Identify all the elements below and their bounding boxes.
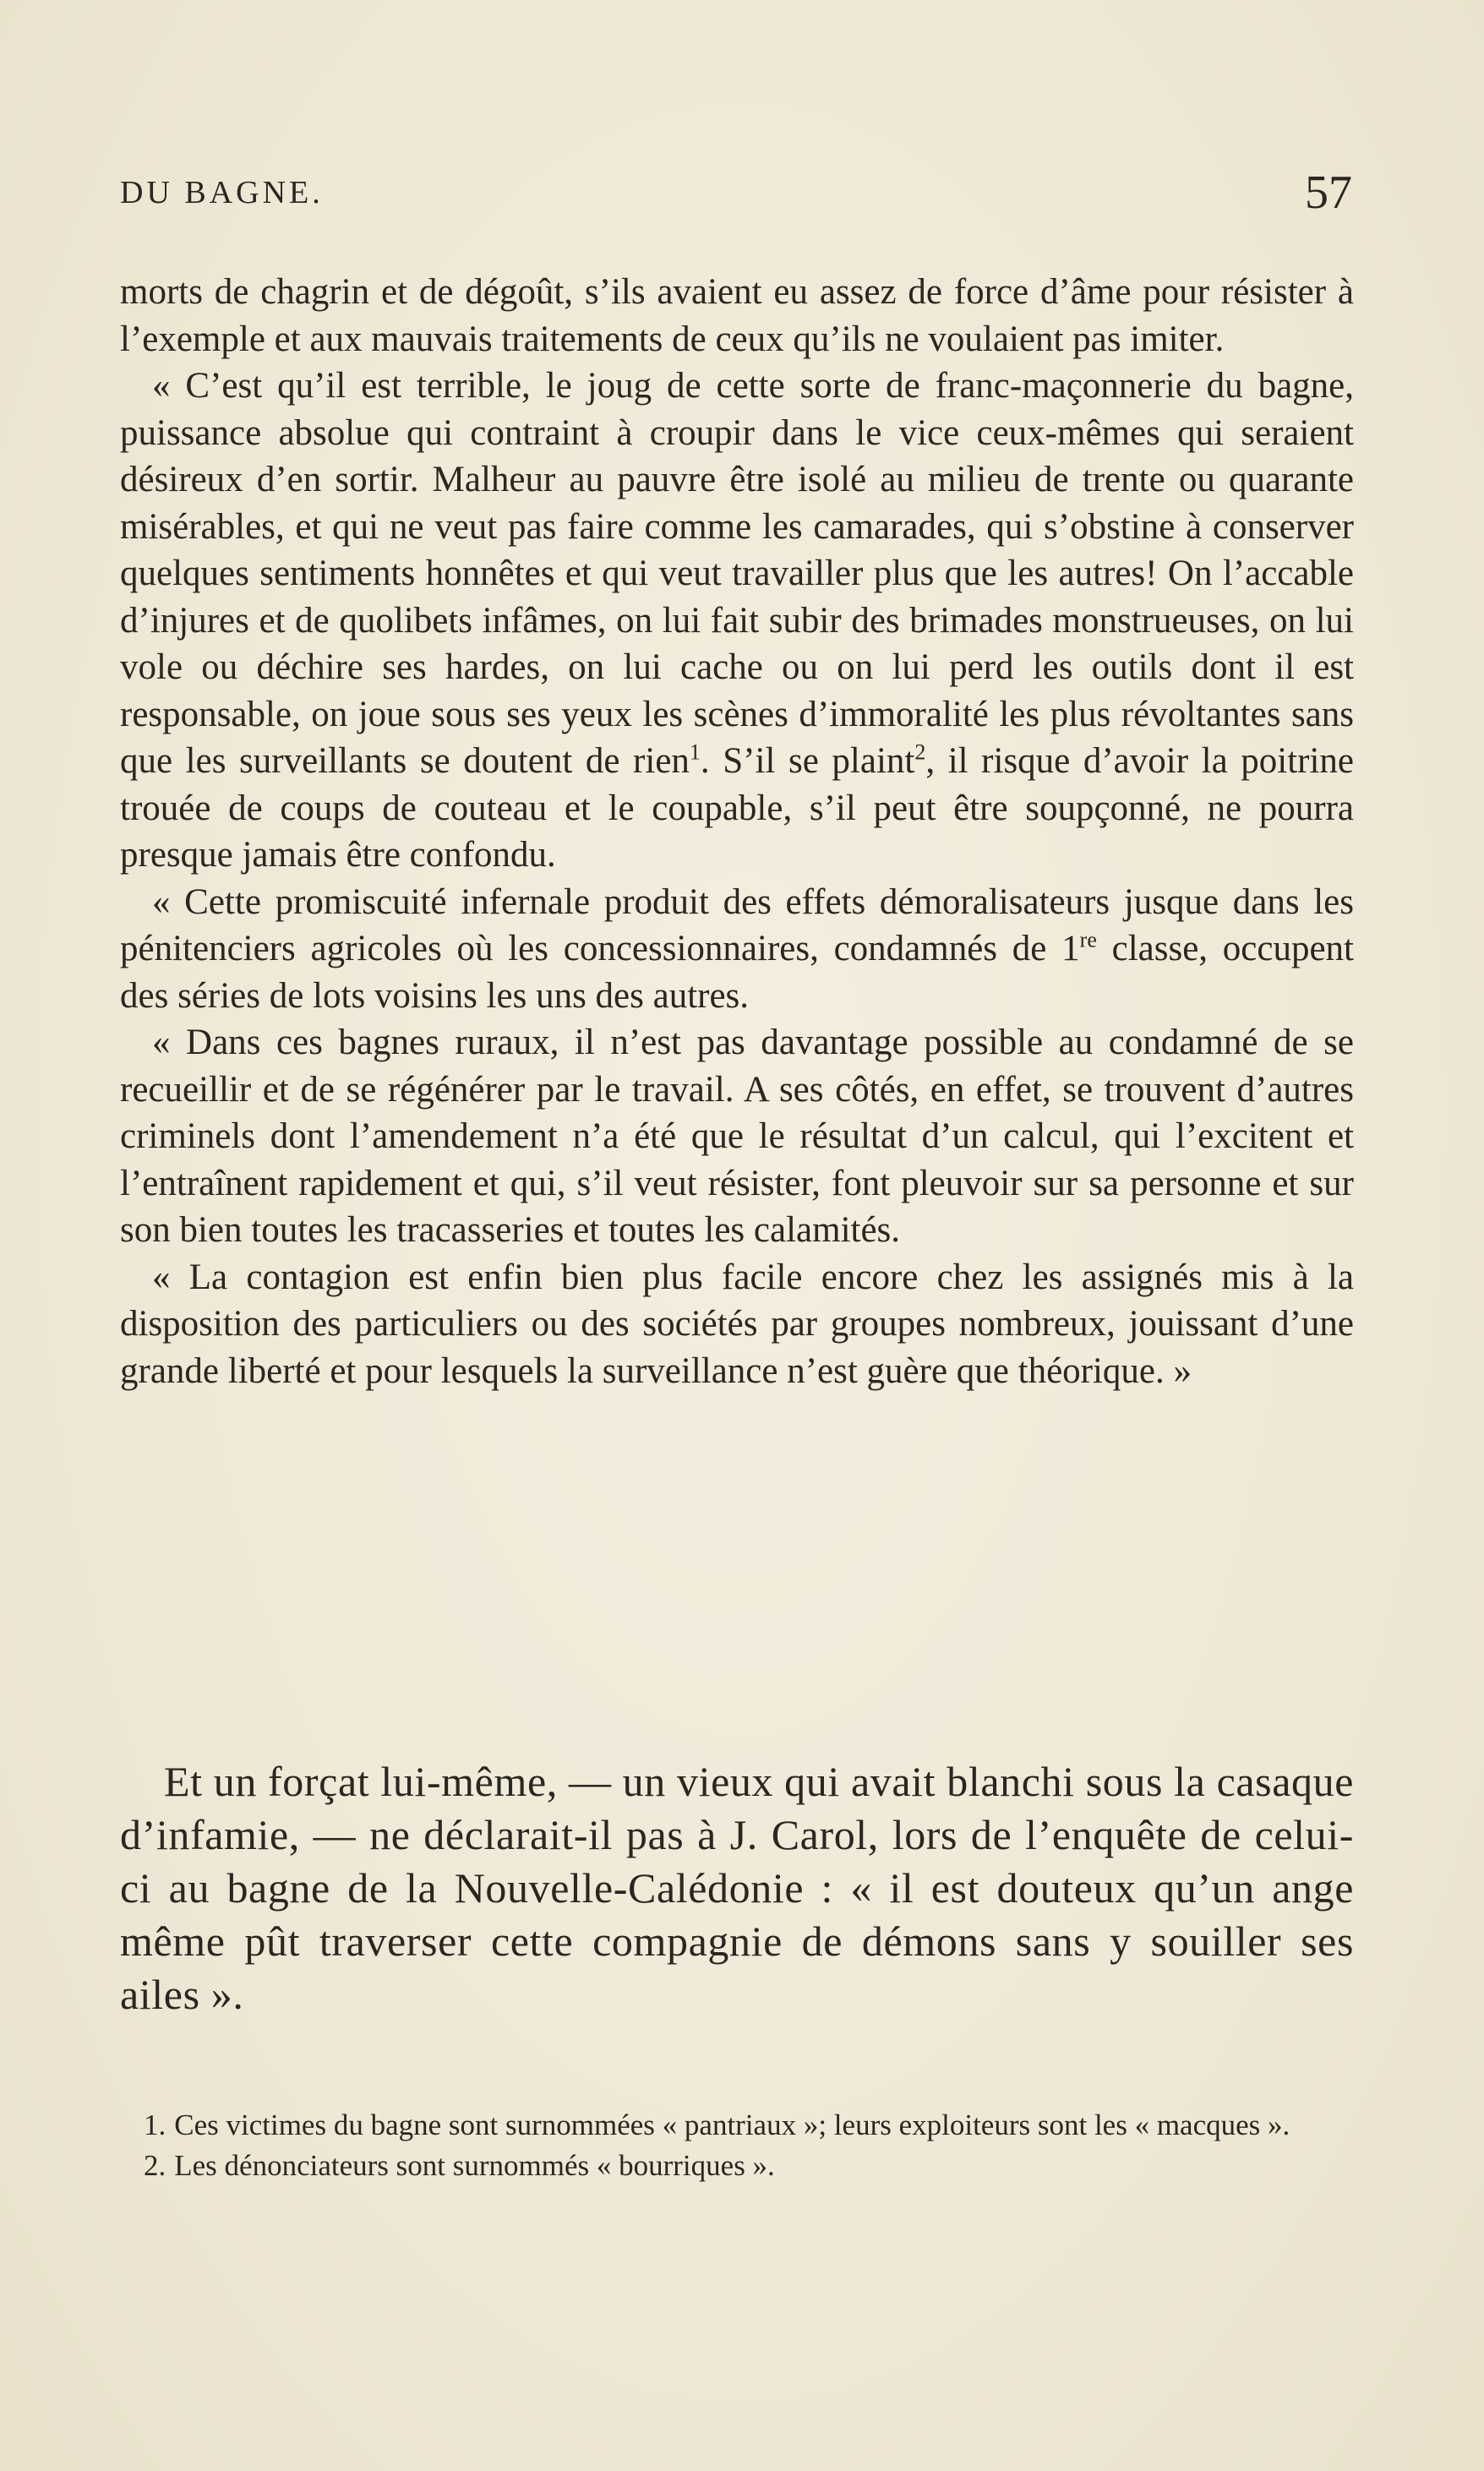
- quote-paragraph-1: morts de chagrin et de dégoût, s’ils avaient eu assez de force d’âme pour résister à l’exemple et aux mauvais traitements de ceux qu’ils ne voulaient pas imiter.: [120, 272, 1354, 359]
- running-head: DU BAGNE.: [120, 175, 324, 210]
- quote-p2-text-2: . S’il se plaint: [700, 741, 915, 781]
- footnote-ref-2[interactable]: 2: [914, 739, 926, 765]
- quote-p2-text-1: « C’est qu’il est terrible, le joug de cette sorte de franc-maçonnerie du bagne, puissance absolue qui contraint à croupir dans le vice ceux-mêmes qui seraient désireux d’en sortir. Malheur au pauvre être isolé au milieu de trente ou quarante misérables, et qui ne veut pas faire comme les camarades, qui s’obstine à conserver quelques sentiments honnêtes et qui veut travailler plus que les autres! On l’accable d’injures et de quolibets infâmes, on lui fait subir des brimades monstrueuses, on lui vole ou déchire ses hardes, on lui cache ou on lui perd les outils dont il est responsable, on joue sous ses yeux les scènes d’immoralité les plus révoltantes sans que les surveillants se doutent de rien: [120, 366, 1354, 781]
- footnote-2: [120, 2146, 1354, 2186]
- quote-p2-text-3: , il risque d’avoir la poitrine trouée de coups de couteau et le coupable, s’il peut être soupçonné, ne pourra presque jamais être confondu.: [120, 741, 1355, 875]
- quoted-report: [120, 269, 1354, 1394]
- ordinal-superscript: re: [1079, 927, 1097, 952]
- quote-paragraph-5: « La contagion est enfin bien plus facile encore chez les assignés mis à la disposition des particuliers ou des sociétés par groupes nombreux, jouissant d’une grande liberté et pour lesquels la surveillance n’est guère que théorique. »: [120, 1257, 1354, 1391]
- footnote-2-text: Les dénonciateurs sont surnommés « bourriques ».: [174, 2149, 775, 2182]
- footnote-1: [120, 2105, 1354, 2146]
- footnote-ref-1[interactable]: 1: [689, 739, 701, 765]
- footnote-1-text: Ces victimes du bagne sont surnommées « pantriaux »; leurs exploiteurs sont les « macques ».: [174, 2108, 1290, 2141]
- quote-paragraph-4: « Dans ces bagnes ruraux, il n’est pas davantage possible au condamné de se recueillir et de se régénérer par le travail. A ses côtés, en effet, se trouvent d’autres criminels dont l’amendement n’a été que le résultat d’un calcul, qui l’excitent et l’entraînent rapidement et qui, s’il veut résister, font pleuvoir sur sa personne et sur son bien toutes les tracasseries et toutes les calamités.: [120, 1023, 1354, 1250]
- main-text: [120, 1755, 1354, 2021]
- footnotes: [120, 2105, 1354, 2186]
- footnote-2-number: 2.: [144, 2149, 166, 2182]
- footnote-1-number: 1.: [144, 2108, 166, 2141]
- quote-paragraph-3: [120, 879, 1354, 1020]
- quote-p3-text-1: « Cette promiscuité infernale produit des effets démoralisateurs jusque dans les pénitenciers agricoles où les concessionnaires, condamnés de 1: [120, 881, 1354, 968]
- quote-p3-text-2: classe, occupent des séries de lots voisins les uns des autres.: [120, 929, 1355, 1016]
- quote-paragraph-2: [120, 363, 1354, 879]
- page-number: 57: [1305, 166, 1352, 219]
- main-paragraph-1: Et un forçat lui-même, — un vieux qui avait blanchi sous la casaque d’infamie, — ne déclarait-il pas à J. Carol, lors de l’enquête de celui-ci au bagne de la Nouvelle-Calédonie : « il est douteux qu’un ange même pût traverser cette compagnie de démons sans y souiller ses ailes ».: [120, 1758, 1354, 2018]
